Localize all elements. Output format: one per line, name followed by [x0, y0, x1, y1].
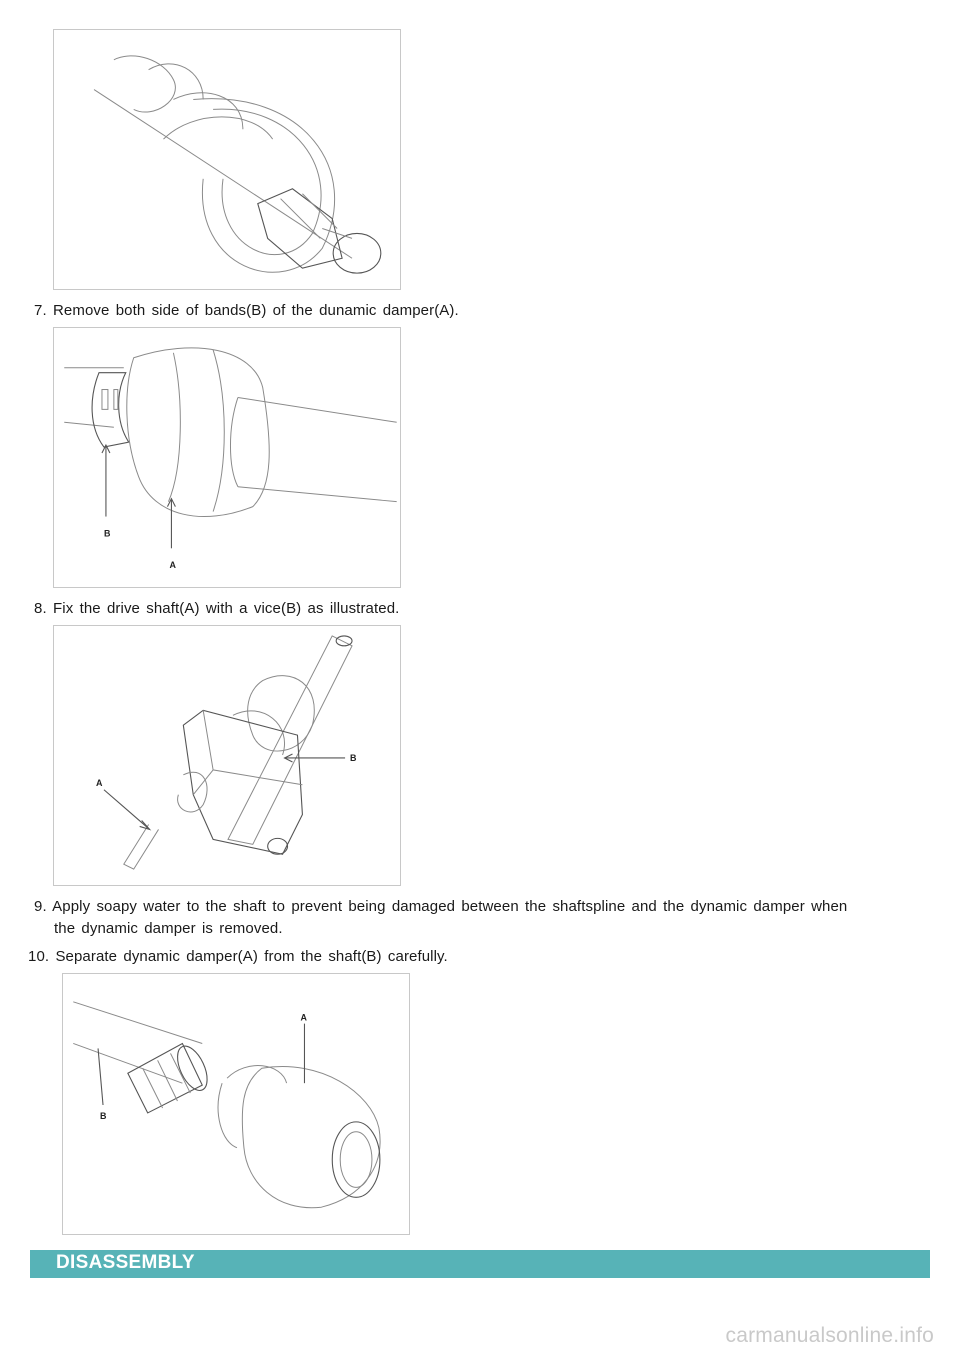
label-b: B: [350, 752, 357, 763]
label-a: A: [96, 777, 103, 788]
label-b: B: [103, 528, 111, 539]
damper-bands-illustration: [54, 328, 400, 587]
section-title: DISASSEMBLY: [56, 1252, 195, 1273]
step-8: 8. Fix the drive shaft(A) with a vice(B) as illustrated.: [34, 600, 400, 617]
figure-shaft-in-vice: [53, 625, 401, 886]
shaft-vice-illustration: [54, 626, 400, 885]
label-b: B: [100, 1110, 107, 1121]
step-7: 7. Remove both side of bands(B) of the dunamic damper(A).: [34, 302, 459, 319]
figure-damper-separated: [62, 973, 410, 1235]
watermark: carmanualsonline.info: [725, 1324, 934, 1347]
damper-separated-illustration: [63, 974, 409, 1234]
section-header-disassembly: [30, 1250, 930, 1278]
step-10: 10. Separate dynamic damper(A) from the shaft(B) carefully.: [28, 948, 448, 965]
figure-damper-bands: [53, 327, 401, 588]
figure-boot-band: [53, 29, 401, 290]
label-a: A: [300, 1012, 307, 1023]
step-9: 9. Apply soapy water to the shaft to prevent being damaged between the shaftspline and the dynamic damper when the dynamic damper is removed.: [34, 898, 848, 937]
label-a: A: [169, 560, 176, 571]
boot-band-illustration: [54, 30, 400, 289]
